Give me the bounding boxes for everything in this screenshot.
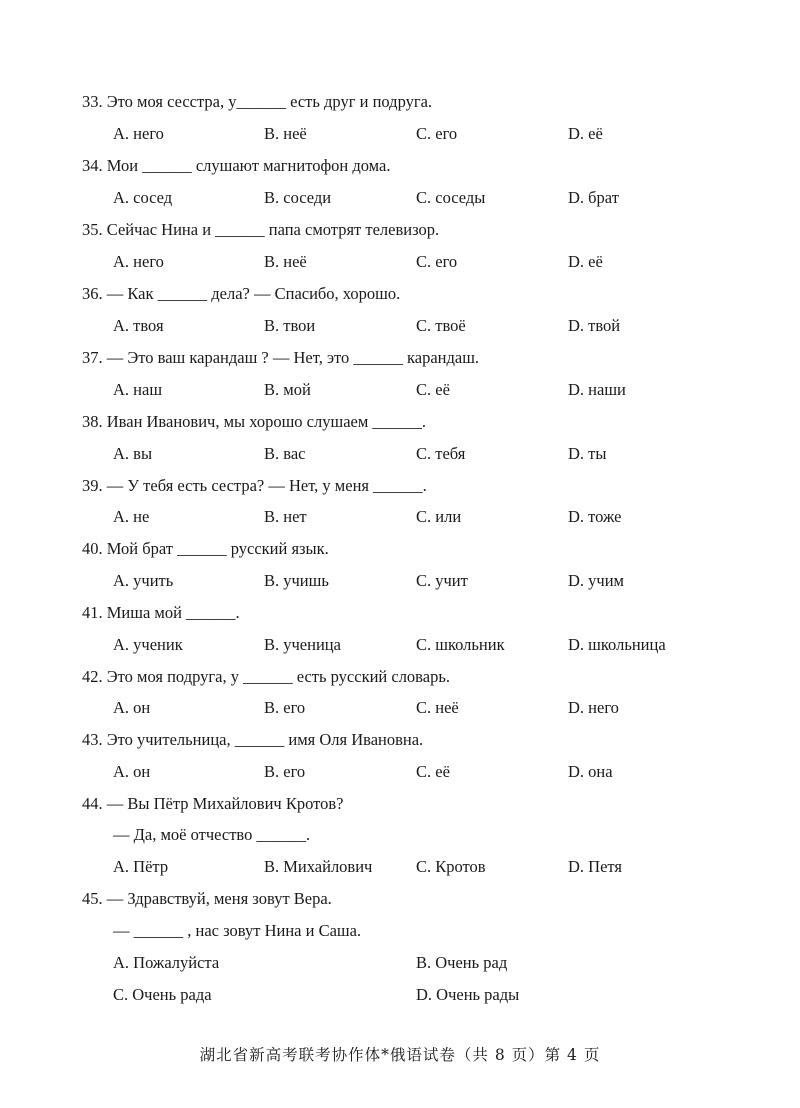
question-continuation: — Да, моё отчество ______. [113, 825, 311, 844]
question-stem: 39. — У тебя есть сестра? — Нет, у меня ______. [82, 476, 427, 495]
options-row-34 [0, 186, 800, 210]
option-c: C. учит [416, 571, 468, 590]
question-40 [0, 537, 800, 561]
options-row-35 [0, 250, 800, 274]
option-a: A. Пётр [113, 857, 169, 876]
page-footer: 湖北省新高考联考协作体*俄语试卷（共 8 页）第 4 页 [199, 1046, 601, 1064]
question-stem: 43. Это учительница, ______ имя Оля Ивановна. [82, 730, 424, 749]
option-d: D. школьница [568, 635, 666, 654]
option-d: D. наши [568, 380, 626, 399]
option-c: C. его [416, 124, 458, 143]
options-row-42 [0, 696, 800, 720]
options-row-38 [0, 442, 800, 466]
question-38 [0, 410, 800, 434]
option-d: D. тоже [568, 507, 622, 526]
options-row-45a [0, 951, 800, 975]
question-36 [0, 282, 800, 306]
option-d: D. она [568, 762, 613, 781]
option-a: A. сосед [113, 188, 173, 207]
question-stem: 33. Это моя сесстра, у______ есть друг и подруга. [82, 92, 433, 111]
option-b: B. его [264, 762, 306, 781]
question-stem: 37. — Это ваш карандаш ? — Нет, это ______ карандаш. [82, 348, 480, 367]
option-b: B. мой [264, 380, 311, 399]
option-a: A. не [113, 507, 150, 526]
option-c: C. его [416, 252, 458, 271]
option-b: B. учишь [264, 571, 329, 590]
option-b: B. Очень рад [416, 953, 508, 972]
options-row-45b [0, 983, 800, 1007]
question-continuation: — ______ , нас зовут Нина и Саша. [113, 921, 362, 940]
option-c: C. Кротов [416, 857, 486, 876]
option-a: A. вы [113, 444, 153, 463]
options-row-36 [0, 314, 800, 338]
question-stem: 44. — Вы Пётр Михайлович Кротов? [82, 794, 344, 813]
option-a: A. твоя [113, 316, 164, 335]
option-c: C. твоё [416, 316, 466, 335]
question-stem: 35. Сейчас Нина и ______ папа смотрят телевизор. [82, 220, 440, 239]
option-b: B. соседи [264, 188, 332, 207]
option-b: B. неё [264, 252, 307, 271]
option-c: C. её [416, 380, 450, 399]
question-stem: 34. Мои ______ слушают магнитофон дома. [82, 156, 391, 175]
question-37 [0, 346, 800, 370]
option-a: A. учить [113, 571, 174, 590]
option-d: D. твой [568, 316, 621, 335]
question-stem: 41. Миша мой ______. [82, 603, 240, 622]
options-row-41 [0, 633, 800, 657]
option-d: D. её [568, 124, 603, 143]
question-39 [0, 474, 800, 498]
question-stem: 38. Иван Иванович, мы хорошо слушаем ______. [82, 412, 427, 431]
options-row-40 [0, 569, 800, 593]
option-c: C. её [416, 762, 450, 781]
option-d: D. учим [568, 571, 624, 590]
question-41 [0, 601, 800, 625]
option-c: C. или [416, 507, 462, 526]
option-a: A. него [113, 124, 164, 143]
option-c: C. тебя [416, 444, 466, 463]
question-44-continuation [0, 823, 800, 847]
option-d: D. Петя [568, 857, 622, 876]
option-a: A. него [113, 252, 164, 271]
question-43 [0, 728, 800, 752]
option-c: C. неё [416, 698, 459, 717]
option-c: C. Очень рада [113, 985, 212, 1004]
options-row-33 [0, 122, 800, 146]
options-row-44 [0, 855, 800, 879]
option-a: A. он [113, 698, 151, 717]
question-35 [0, 218, 800, 242]
question-stem: 40. Мой брат ______ русский язык. [82, 539, 329, 558]
option-b: B. ученица [264, 635, 341, 654]
option-b: B. твои [264, 316, 316, 335]
option-a: A. он [113, 762, 151, 781]
option-b: B. вас [264, 444, 306, 463]
question-45 [0, 887, 800, 911]
options-row-43 [0, 760, 800, 784]
option-d: D. Очень рады [416, 985, 520, 1004]
option-b: B. нет [264, 507, 307, 526]
question-44 [0, 792, 800, 816]
option-d: D. него [568, 698, 619, 717]
option-b: B. его [264, 698, 306, 717]
option-c: C. школьник [416, 635, 505, 654]
question-stem: 42. Это моя подруга, у ______ есть русский словарь. [82, 667, 450, 686]
option-a: A. Пожалуйста [113, 953, 220, 972]
option-c: C. соседы [416, 188, 486, 207]
option-d: D. ты [568, 444, 607, 463]
options-row-39 [0, 505, 800, 529]
options-row-37 [0, 378, 800, 402]
option-b: B. Михайлович [264, 857, 373, 876]
option-a: A. наш [113, 380, 163, 399]
question-45-continuation [0, 919, 800, 943]
question-34 [0, 154, 800, 178]
option-a: A. ученик [113, 635, 183, 654]
option-d: D. брат [568, 188, 619, 207]
question-stem: 45. — Здравствуй, меня зовут Вера. [82, 889, 332, 908]
option-d: D. её [568, 252, 603, 271]
option-b: B. неё [264, 124, 307, 143]
question-stem: 36. — Как ______ дела? — Спасибо, хорошо. [82, 284, 401, 303]
question-33 [0, 90, 800, 114]
question-42 [0, 665, 800, 689]
